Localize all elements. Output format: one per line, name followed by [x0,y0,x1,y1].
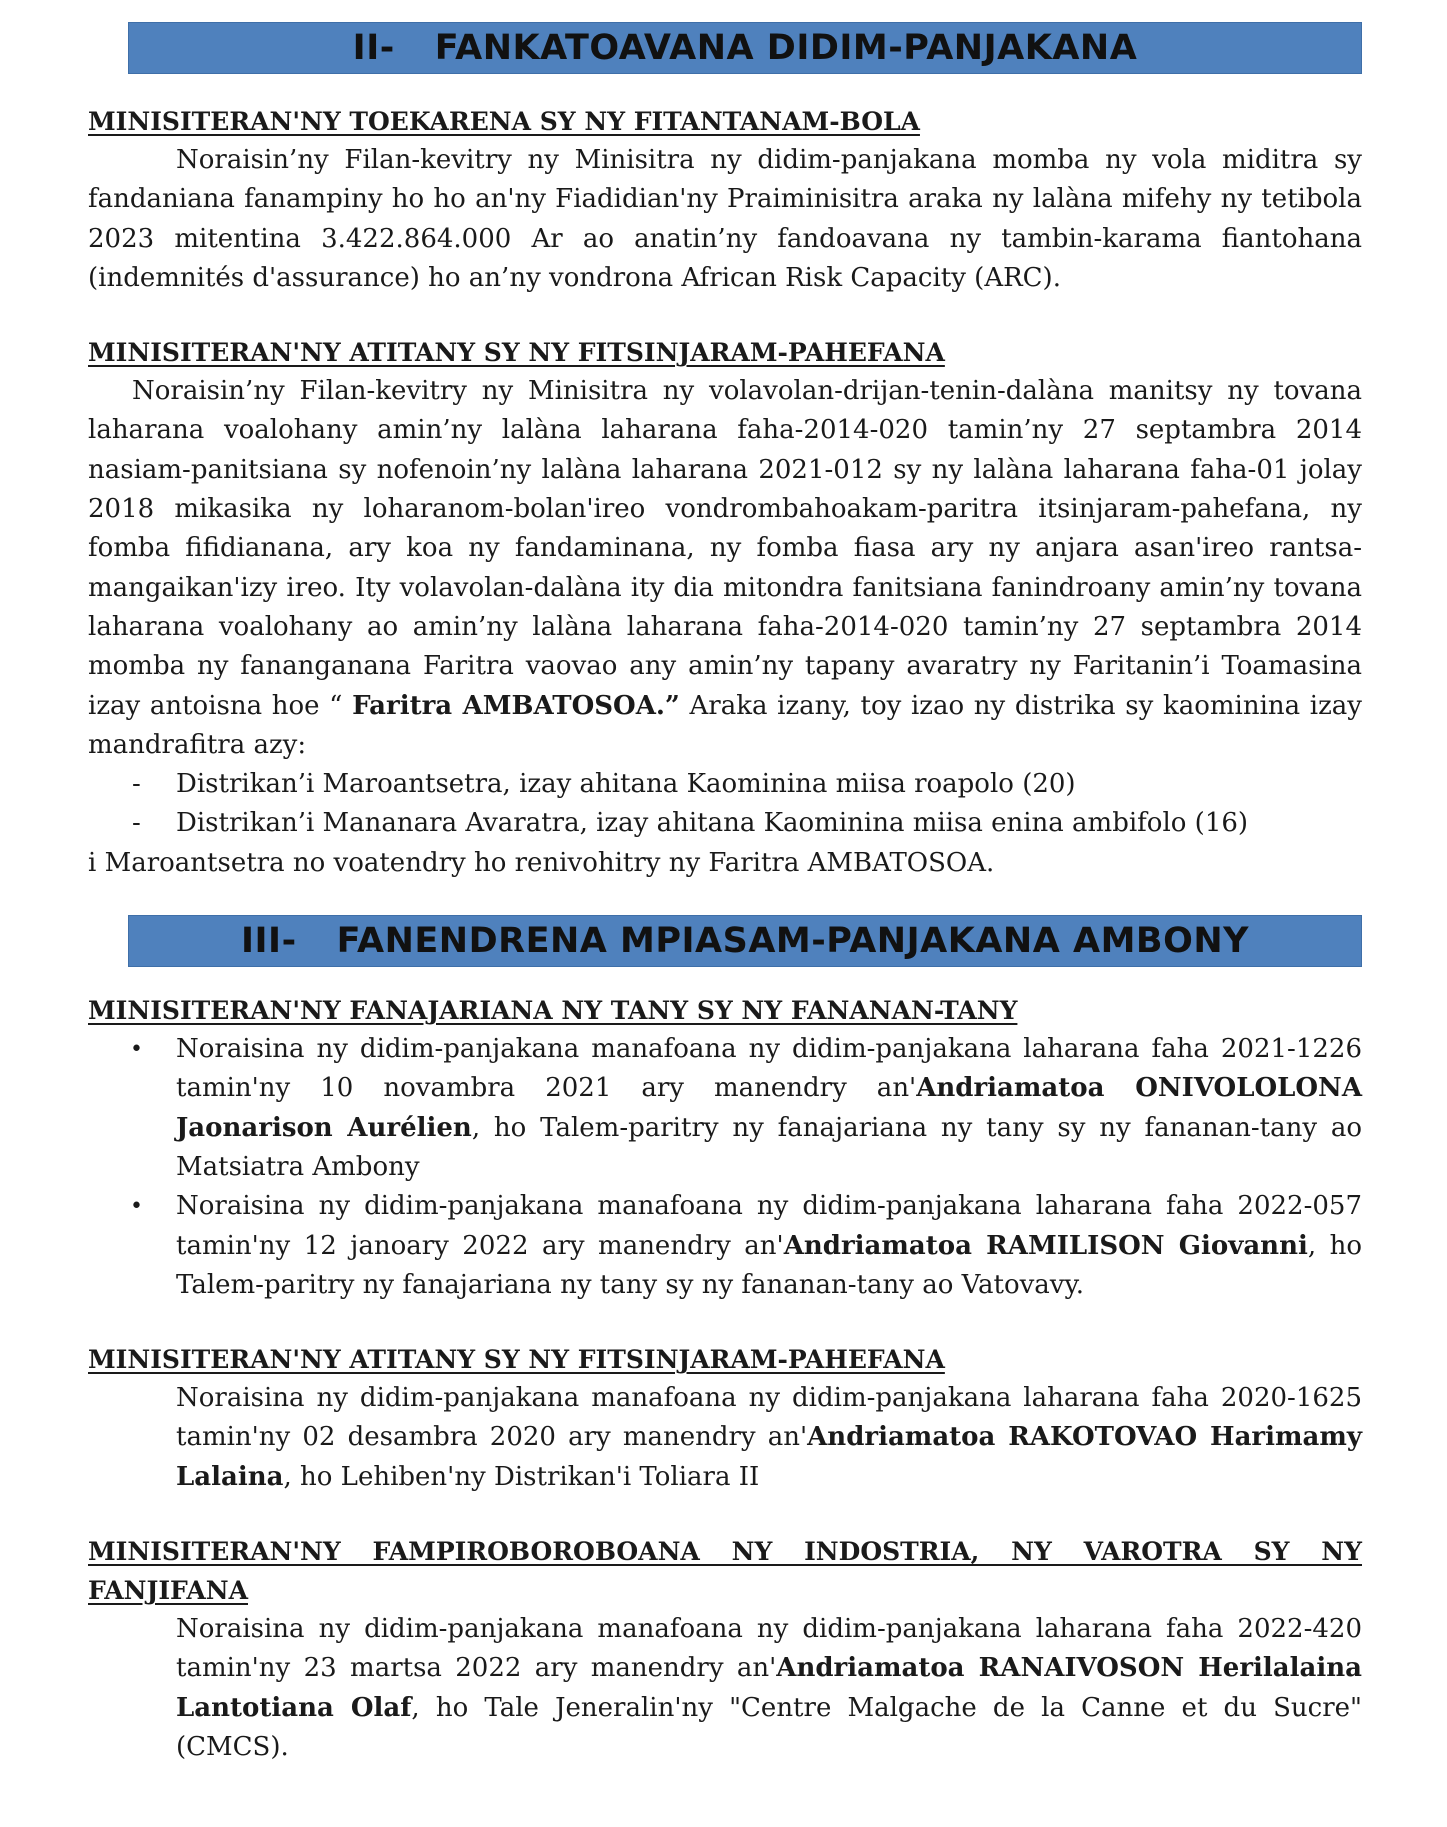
bullet-marker: • [130,1037,143,1063]
tany-item-2-after: , ho Talem-paritry ny fanajariana ny tany sy ny fananan-tany ao Vatovavy. [176,1230,1362,1300]
list-item [88,765,1362,804]
atitany2-after: , ho Lehiben'ny Distrikan'i Toliara II [283,1461,760,1492]
atitany-closing: i Maroantsetra no voatendry ho renivohitry ny Faritra AMBATOSOA. [88,847,995,878]
section-ii-header [128,22,1362,74]
faritra-ambatosoa-bold: Faritra AMBATOSOA.” [352,690,680,721]
atitany-paragraph-2 [88,1379,1362,1497]
atitany2-before: Noraisina ny didim-panjakana manafoana ny didim-panjakana laharana faha 2020-1625 tamin'ny 02 desambra 2020 ary manendry an' [176,1383,1362,1453]
indostria-after: , ho Tale Jeneralin'ny "Centre Malgache de la Canne et du Sucre" (CMCS). [176,1692,1363,1762]
bullet-marker: • [130,1194,143,1220]
tany-item-1-after: , ho Talem-paritry ny fanajariana ny tany sy ny fananan-tany ao Matsiatra Ambony [176,1112,1362,1182]
atitany-heading-1: MINISITERAN'NY ATITANY SY NY FITSINJARAM-PAHEFANA [88,338,945,368]
list-item [88,1187,1362,1305]
list-item-text: Distrikan’i Mananara Avaratra, izay ahitana Kaominina miisa enina ambifolo (16) [176,808,1249,839]
district-list [88,765,1362,844]
tany-item-1-name: Andriamatoa ONIVOLOLONA Jaonarison Aurélien [176,1073,1362,1143]
tany-heading: MINISITERAN'NY FANAJARIANA NY TANY SY NY FANANAN-TANY [88,996,1018,1026]
indostria-heading: MINISITERAN'NY FAMPIROBOROBOANA NY INDOSTRIA, NY VAROTRA SY NY FANJIFANA [88,1537,1362,1606]
section-iii-number: III- [241,921,297,962]
list-item-text: Distrikan’i Maroantsetra, izay ahitana Kaominina miisa roapolo (20) [176,769,1076,800]
toekarena-paragraph: Noraisin’ny Filan-kevitry ny Minisitra ny didim-panjakana momba ny vola miditra sy fandaniana fanampiny ho ho an'ny Fiadidian'ny Praiminisitra araka ny lalàna mifehy ny tetibola 2023 mitentina 3.422.864.000 Ar ao anatin’ny fandoavana ny tambin-karama fiantohana (indemnités d'assurance) ho an’ny vondrona African Risk Capacity (ARC). [88,145,1362,293]
atitany-heading-2: MINISITERAN'NY ATITANY SY NY FITSINJARAM-PAHEFANA [88,1345,945,1375]
section-iii-header [128,915,1362,967]
atitany2-name: Andriamatoa RAKOTOVAO Harimamy Lalaina [176,1422,1362,1492]
indostria-paragraph [88,1610,1362,1767]
section-ii-title: FANKATOAVANA DIDIM-PANJAKANA [434,28,1138,68]
dash-marker: - [132,769,141,800]
document-page [88,22,1362,1767]
tany-list [88,1030,1362,1305]
indostria-before: Noraisina ny didim-panjakana manafoana ny didim-panjakana laharana faha 2022-420 tamin'ny 23 martsa 2022 ary manendry an' [176,1614,1362,1684]
dash-marker: - [132,808,141,839]
section-iii-title: FANENDRENA MPIASAM-PANJAKANA AMBONY [336,921,1249,962]
atitany-text: Noraisin’ny Filan-kevitry ny Minisitra ny volavolan-drijan-tenin-dalàna manitsy ny tovana laharana voalohany amin’ny lalàna laharana faha-2014-020 tamin’ny 27 septambra 2014 nasiam-panitsiana sy nofenoin’ny lalàna laharana 2021-012 sy ny lalàna laharana faha-01 jolay 2018 mikasika ny loharanom-bolan'ireo vondrombahoakam-paritra itsinjaram-pahefana, ny fomba fifidianana, ary koa ny fandaminana, ny fomba fiasa ary ny anjara asan'ireo rantsa-mangaikan'izy ireo. Ity volavolan-dalàna ity dia mitondra fanitsiana fanindroany amin’ny tovana laharana voalohany ao amin’ny lalàna laharana faha-2014-020 tamin’ny 27 septambra 2014 momba ny fananganana Faritra vaovao any amin’ny tapany avaratry ny Faritanin’i Toamasina izay antoisna hoe “ [88,376,1362,721]
tany-item-2-before: Noraisina ny didim-panjakana manafoana ny didim-panjakana laharana faha 2022-057 tamin'ny 12 janoary 2022 ary manendry an' [176,1191,1362,1261]
tany-item-1-before: Noraisina ny didim-panjakana manafoana ny didim-panjakana laharana faha 2021-1226 tamin'ny 10 novambra 2021 ary manendry an' [176,1034,1362,1104]
section-ii-number: II- [352,28,395,68]
list-item [88,1030,1362,1187]
indostria-name: Andriamatoa RANAIVOSON Herilalaina Lantotiana Olaf [176,1653,1363,1723]
list-item [88,804,1362,843]
tany-item-2-name: Andriamatoa RAMILISON Giovanni [783,1230,1308,1261]
atitany-text-after: Araka izany, toy izao ny distrika sy kaominina izay mandrafitra azy: [88,690,1362,760]
toekarena-heading: MINISITERAN'NY TOEKARENA SY NY FITANTANAM-BOLA [88,107,920,136]
atitany-paragraph-1 [88,372,1362,765]
